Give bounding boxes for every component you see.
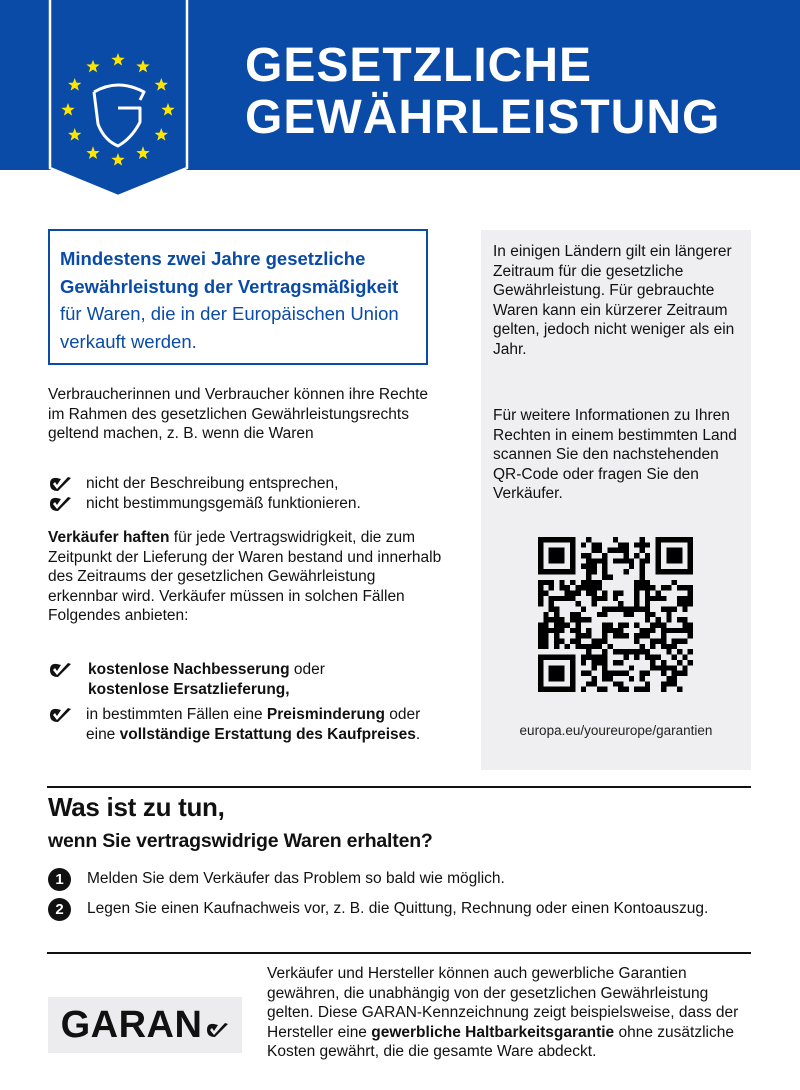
lead-text: für Waren, die in der Europäischen Union verkauft werden.	[60, 303, 399, 352]
steps-list	[48, 868, 748, 928]
section-heading: Was ist zu tun,	[48, 792, 225, 822]
title-line-2: GEWÄHRLEISTUNG	[245, 91, 721, 144]
checkmark-icon	[48, 496, 72, 512]
checkmark-icon	[205, 1021, 229, 1039]
list-item: nicht der Beschreibung entsprechen,	[48, 474, 448, 494]
liability-paragraph: Verkäufer haften für jede Vertragswidrigkeit, die zum Zeitpunkt der Lieferung der Waren bestand und innerhalb des Zeitraums der gesetzlichen Gewährleistung erkennbar wird. Verkäufer müssen in solchen Fällen Folgendes anbieten:	[48, 529, 442, 624]
step-item: 1 Melden Sie dem Verkäufer das Problem so bald wie möglich.	[48, 868, 748, 891]
section-divider	[47, 952, 751, 954]
page-title	[245, 40, 720, 144]
remedies-list	[48, 660, 448, 744]
eu-guarantee-badge-icon	[48, 0, 190, 200]
conditions-list	[48, 474, 448, 513]
intro-paragraph: Verbraucherinnen und Verbraucher können ihre Rechte im Rahmen des gesetzlichen Gewährleistungsrechts geltend machen, z. B. wenn die Waren	[48, 386, 429, 442]
list-item: kostenlose Nachbesserung oder kostenlose Ersatzlieferung,	[48, 660, 448, 699]
checkmark-icon	[48, 476, 72, 492]
step-number-1-icon: 1	[48, 868, 71, 891]
garan-logo: GARAN	[48, 997, 242, 1053]
info-url-link[interactable]: europa.eu/youreurope/garantien	[519, 723, 713, 738]
garan-description: Verkäufer und Hersteller können auch gewerbliche Garantien gewähren, die unabhängig von der gesetzlichen Gewährleistung gelten. Diese GARAN-Kennzeichnung zeigt beispielsweise, dass der Hersteller eine gewerbliche Haltbarkeitsgarantie ohne zusätzliche Kosten gewährt, die die gesamte Ware abdeckt.	[267, 965, 739, 1060]
step-number-2-icon: 2	[48, 898, 71, 921]
title-line-1: GESETZLICHE	[245, 39, 593, 92]
section-subheading: wenn Sie vertragswidrige Waren erhalten?	[48, 830, 433, 852]
step-item: 2 Legen Sie einen Kaufnachweis vor, z. B. die Quittung, Rechnung oder einen Kontoauszug.	[48, 898, 748, 921]
qr-code[interactable]	[538, 537, 693, 692]
checkmark-icon	[48, 662, 72, 678]
list-item: in bestimmten Fällen eine Preisminderung oder eine vollständige Erstattung des Kaufpreises.	[48, 705, 448, 744]
section-divider	[47, 786, 751, 788]
info-sidebar	[481, 230, 751, 770]
sidebar-paragraph-2: Für weitere Informationen zu Ihren Rechten in einem bestimmten Land scannen Sie den nachstehenden QR-Code oder fragen Sie den Verkäufer.	[493, 407, 737, 502]
list-item: nicht bestimmungsgemäß funktionieren.	[48, 494, 448, 514]
sidebar-paragraph-1: In einigen Ländern gilt ein längerer Zeitraum für die gesetzliche Gewährleistung. Für gebrauchte Waren kann ein kürzerer Zeitraum gelten, jedoch nicht weniger als ein Jahr.	[493, 243, 735, 358]
liability-bold: Verkäufer haften	[48, 529, 170, 546]
lead-statement-box	[48, 229, 428, 365]
lead-bold-text: Mindestens zwei Jahre gesetzliche Gewährleistung der Vertragsmäßigkeit	[60, 248, 399, 297]
checkmark-icon	[48, 707, 72, 723]
